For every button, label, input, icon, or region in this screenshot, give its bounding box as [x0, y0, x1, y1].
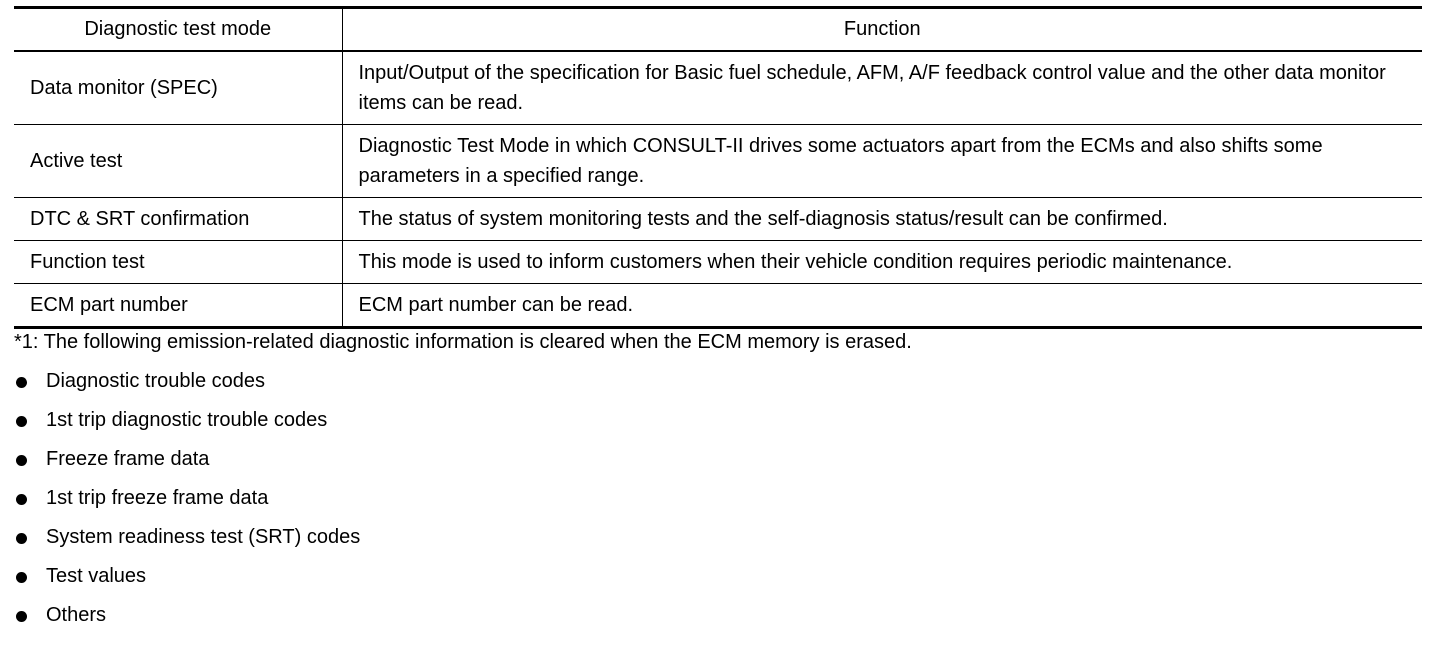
list-item	[14, 564, 360, 603]
bullet-icon	[16, 533, 27, 544]
table-row	[14, 198, 1422, 241]
bullet-icon	[16, 611, 27, 622]
list-item-text: Freeze frame data	[46, 448, 210, 470]
list-item	[14, 447, 360, 486]
list-item	[14, 369, 360, 408]
footnote: *1: The following emission-related diagnostic information is cleared when the ECM memory is erased.	[14, 331, 912, 353]
bullet-icon	[16, 455, 27, 466]
list-item	[14, 603, 360, 642]
list-item-text: Diagnostic trouble codes	[46, 370, 266, 392]
function-cell: ECM part number can be read.	[342, 284, 1422, 328]
function-cell: The status of system monitoring tests and the self-diagnosis status/result can be confirmed.	[342, 198, 1422, 241]
function-cell: This mode is used to inform customers when their vehicle condition requires periodic maintenance.	[342, 241, 1422, 284]
table-row	[14, 241, 1422, 284]
cleared-info-list	[14, 369, 360, 642]
bullet-icon	[16, 572, 27, 583]
list-item-text: System readiness test (SRT) codes	[46, 526, 361, 548]
list-item-text: Others	[46, 604, 107, 626]
mode-cell: Data monitor (SPEC)	[14, 51, 342, 125]
mode-cell: Active test	[14, 125, 342, 198]
header-function: Function	[342, 8, 1422, 52]
list-item	[14, 525, 360, 564]
mode-cell: ECM part number	[14, 284, 342, 328]
list-item	[14, 486, 360, 525]
list-item-text: Test values	[46, 565, 147, 587]
header-diagnostic-test-mode: Diagnostic test mode	[14, 8, 342, 52]
table-row	[14, 284, 1422, 328]
function-cell: Input/Output of the specification for Basic fuel schedule, AFM, A/F feedback control value and the other data monitor items can be read.	[342, 51, 1422, 125]
bullet-icon	[16, 377, 27, 388]
mode-cell: Function test	[14, 241, 342, 284]
table-header-row	[14, 8, 1422, 52]
diagnostic-mode-table	[14, 6, 1422, 329]
table-row	[14, 51, 1422, 125]
bullet-icon	[16, 494, 27, 505]
list-item	[14, 408, 360, 447]
function-cell: Diagnostic Test Mode in which CONSULT-II drives some actuators apart from the ECMs and also shifts some parameters in a specified range.	[342, 125, 1422, 198]
list-item-text: 1st trip diagnostic trouble codes	[46, 409, 328, 431]
mode-cell: DTC & SRT confirmation	[14, 198, 342, 241]
list-item-text: 1st trip freeze frame data	[46, 487, 269, 509]
bullet-icon	[16, 416, 27, 427]
table-row	[14, 125, 1422, 198]
